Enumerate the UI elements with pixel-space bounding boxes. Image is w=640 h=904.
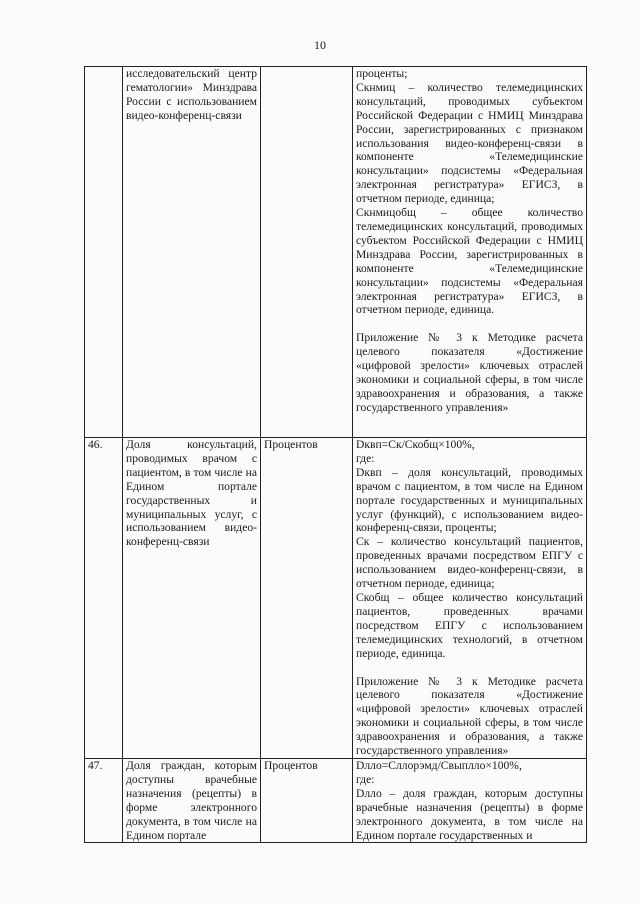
formula-cell [353,759,587,843]
formula-cell [353,67,587,438]
formula-line: где: [356,772,375,786]
formula-cell [353,438,587,759]
appendix-reference: Приложение № 3 к Методике расчета целевого показателя «Достижение «цифровой зрелости» ключевых отраслей экономики и социальной сферы, в том числе здравоохранения и образования, а также государственного управления» [356,331,583,414]
appendix-reference: Приложение № 3 к Методике расчета целевого показателя «Достижение «цифровой зрелости» ключевых отраслей экономики и социальной сферы, в том числе здравоохранения и образования, а также государственного управления» [356,674,583,758]
table-row [85,67,587,438]
formula-line: проценты; [356,67,408,80]
unit-cell: Процентов [261,438,353,759]
formula-line: Скнмиц – количество телемедицинских консультаций, проводимых субъектом Российской Федерации с НМИЦ Минздрава России, зарегистрированных с признаком использования видео-конференц-связи в компоненте «Телемедицинские консультации» подсистемы «Федеральная электронная регистратура» ЕГИСЗ, в отчетном периоде, единица; [356,80,583,206]
table-row [85,438,587,759]
formula-line: Скобщ – общее количество консультаций пациентов, проведенных врачами посредством ЕПГУ с использованием телемедицинских технологий, в отчетном периоде, единица. [356,590,583,660]
formula-line: Ск – количество консультаций пациентов, проведенных врачами посредством ЕПГУ с использованием видео-конференц-связи, в отчетном периоде, единица; [356,535,583,591]
unit-cell: Процентов [261,759,353,843]
row-number-cell [85,67,123,438]
formula-line: Dлло – доля граждан, которым доступны врачебные назначения (рецепты) в форме электронного документа, в том числе на Едином портале государственных и [356,786,583,842]
table-row [85,759,587,843]
formula-line: где: [356,451,375,465]
formula-line: Dквп – доля консультаций, проводимых врачом с пациентом, в том числе на Едином портале государственных и муниципальных услуг (функций), с использованием видео-конференц-связи, проценты; [356,465,583,535]
indicator-name-cell: исследовательский центр гематологии» Минздрава России с использованием видео-конференц-связи [123,67,261,438]
page-number: 10 [314,38,326,52]
indicator-table [84,66,587,843]
formula-line: Скнмицобщ – общее количество телемедицинских консультаций, проводимых субъектом Российской Федерации с НМИЦ Минздрава России, зарегистрированных в компоненте «Телемедицинские консультации» подсистемы «Федеральная электронная регистратура» ЕГИСЗ, в отчетном периоде, единица. [356,206,583,317]
formula-line: Dлло=Сллорэмд/Свыпллo×100%, [356,759,522,772]
indicator-name-cell: Доля консультаций, проводимых врачом с пациентом, в том числе на Едином портале государственных и муниципальных услуг, с использованием видео-конференц-связи [123,438,261,759]
indicator-name-cell: Доля граждан, которым доступны врачебные назначения (рецепты) в форме электронного документа, в том числе на Едином портале [123,759,261,843]
unit-cell [261,67,353,438]
formula-line: Dквп=Ск/Скобщ×100%, [356,438,475,451]
row-number-cell: 46. [85,438,123,759]
row-number-cell: 47. [85,759,123,843]
